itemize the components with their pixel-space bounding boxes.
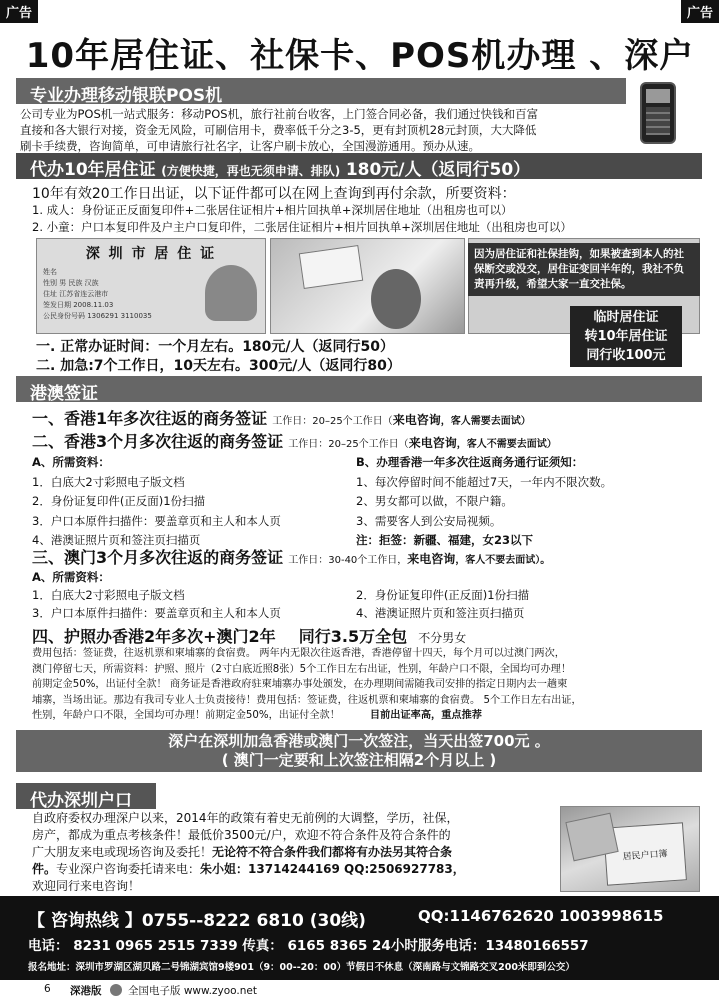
hukou-line: 专业深户咨询委托请来电： xyxy=(56,862,201,876)
page-footer xyxy=(0,982,719,1000)
residence-notice: 因为居住证和社保挂钩，如果被查到本人的社保断交或没交，居住证变回半年的，我社不负责再升级，希望大家一直交社保。 xyxy=(468,243,700,296)
visa-3-note: ，客人不要去面试）。 xyxy=(455,555,551,566)
visa-4-line: 澳门停留七天，所需资料：护照、照片（2寸白底近照8张）5个工作日左右出证，性别，年龄户口不限，全国均可办理！ xyxy=(32,663,572,675)
temp-box-line: 同行收100元 xyxy=(586,348,666,363)
residence-time: 一. 正常办证时间：一个月左右。180元/人（返同行50） xyxy=(36,339,395,355)
ad-tag-right: 广告 xyxy=(681,0,719,23)
pos-text xyxy=(20,106,630,154)
headline: 10年居住证、社保卡、POS机办理 、深户 xyxy=(25,36,695,76)
temp-residence-box xyxy=(570,306,682,367)
visa-4-line: 性别，年龄户口不限，全国均可办理！前期定金50%，出证付全款！ xyxy=(32,710,340,721)
visa-b-item: 1、每次停留时间不能超过7天，一年内不限次数。 xyxy=(356,474,613,489)
hukou-bold: 无论符不符合条件我们都将有办法另其符合条 xyxy=(212,845,453,859)
visa-4 xyxy=(32,624,466,647)
ad-tag-left: 广告 xyxy=(0,0,38,23)
edition-label: 深港版 xyxy=(70,985,102,997)
pos-line: 刷卡手续费，咨询简单，可申请旅行社名字，让客户刷卡放心，全国漫游通用。预办从速。 xyxy=(20,139,480,153)
visa-4-line: 费用包括：签证费，往返机票和柬埔寨的食宿费。 两年内无限次往返香港，香港停留十四天，每个月可以过澳门两次， xyxy=(32,648,565,659)
visa-a-item: 3．户口本原件扫描件：要盖章页和主人和本人页 xyxy=(32,513,281,528)
visa-a2-head: A、所需资料： xyxy=(32,570,110,584)
visa-3-label: 三、澳门3个月多次往返的商务签证 xyxy=(32,548,284,567)
visa-1-days: 工作日：20–25个工作日（ xyxy=(272,416,393,427)
visa-2 xyxy=(32,429,557,452)
visa-b-head: B、办理香港一年多次往返商务通行证须知： xyxy=(356,455,584,469)
pos-line: 直接和各大银行对接，资金无风险，可刷信用卡，费率低千分之3-5，更有封顶机28元封顶，大大降低 xyxy=(20,123,537,137)
visa-4-tail: 目前出证率高，重点推荐 xyxy=(369,710,482,721)
visa-1-label: 一、香港1年多次往返的商务签证 xyxy=(32,409,268,428)
hukou-contact: 朱小姐：13714244169 QQ:2506927783， xyxy=(200,862,465,876)
visa-b-item: 2、男女都可以做，不限户籍。 xyxy=(356,494,513,508)
hkmo-section-title: 港澳签证 xyxy=(16,376,702,402)
visa-4-label: 四、护照办香港2年多次+澳门2年 xyxy=(32,627,276,646)
visa-1-note: ，客人需要去面试） xyxy=(440,416,531,427)
visa-2-note: ，客人不需要去面试） xyxy=(456,439,557,450)
visa-2-days: 工作日：20–25个工作日（ xyxy=(288,439,409,450)
visa-1-call: 来电咨询 xyxy=(392,413,441,427)
card-field: 公民身份号码 1306291 3110035 xyxy=(43,312,152,320)
residence-item: 1. 成人：身份证正反面复印件+二张居住证相片+相片回执单+深圳居住地址（出租房也可以） xyxy=(32,203,513,217)
residence-card-image xyxy=(36,238,266,334)
residence-title: 代办10年居住证 xyxy=(30,160,156,180)
footer-contact xyxy=(0,896,719,980)
logo-icon xyxy=(110,984,122,996)
pos-section-title: 专业办理移动银联POS机 xyxy=(16,78,626,104)
card-field: 签发日期 2008.11.03 xyxy=(43,301,114,309)
visa-3 xyxy=(32,545,550,568)
visa-a2-item: 4、港澳证照片页和签注页扫描页 xyxy=(356,606,525,620)
hukou-line: 广大朋友来电或现场咨询及委托！ xyxy=(32,845,213,859)
residence-price: 180元/人（返同行50） xyxy=(345,160,531,180)
card-field: 姓名 xyxy=(43,268,57,276)
phone-line: 电话： 8231 0965 2515 7339 传真： 6165 8365 24小时服务电话：13480166557 xyxy=(28,938,589,954)
visa-b-item: 3、需要客人到公安局视频。 xyxy=(356,513,502,528)
visa-a-item: 2．身份证复印件(正反面)1份扫描 xyxy=(32,494,206,508)
visa-3-days: 工作日：30-40个工作日， xyxy=(288,555,408,566)
card-field: 性别 男 民族 汉族 xyxy=(43,279,99,287)
hotline xyxy=(28,906,366,931)
visa-4-price: 同行3.5万全包 xyxy=(298,627,408,646)
visa-4-line: 前期定金50%，出证付全款！ 商务证是香港政府驻柬埔寨办事处颁发，在办理期间需随我司安排的指定日期内去一趟柬 xyxy=(32,679,568,690)
hotline-label: 【 咨询热线 】 xyxy=(28,911,142,931)
site-url[interactable]: 全国电子版 www.zyoo.net xyxy=(128,985,257,997)
page-number: 6 xyxy=(44,983,51,995)
address-line: 报名地址：深圳市罗湖区湖贝路二号锦湖宾馆9楼901（9：00--20：00）节假日不休息（深南路与文锦路交叉200米即到公交） xyxy=(28,962,575,973)
urgent-line: ( 澳门一定要和上次签注相隔2个月以上 ) xyxy=(221,751,497,769)
hukou-book-image xyxy=(560,806,700,892)
visa-a-head: A、所需资料： xyxy=(32,455,110,469)
hukou-line: 欢迎同行来电咨询！ xyxy=(32,879,141,893)
temp-box-line: 临时居住证 xyxy=(593,310,659,325)
residence-intro: 10年有效20工作日出证，以下证件都可以在网上查询到再付余款，所要资料： xyxy=(32,186,516,202)
visa-a-item: 4、港澳证照片页和签注页扫描页 xyxy=(32,533,201,547)
hukou-line: 自政府委权办理深户以来，2014年的政策有着史无前例的大调整，学历，社保， xyxy=(32,811,459,825)
card-portrait xyxy=(205,265,257,321)
qq-numbers: QQ:1146762620 1003998615 xyxy=(418,907,664,925)
visa-a2-item: 2．身份证复印件(正反面)1份扫描 xyxy=(356,588,530,602)
hukou-line: 房产，都成为重点考核条件！最低价3500元/户，欢迎不符合条件及符合条件的 xyxy=(32,828,451,842)
urgent-line: 深户在深圳加急香港或澳门一次签注，当天出签700元 。 xyxy=(168,732,550,750)
residence-photo-woman xyxy=(270,238,465,334)
urgent-banner xyxy=(16,730,702,772)
visa-a-list xyxy=(32,453,281,551)
hukou-bold: 件。 xyxy=(32,862,57,876)
hotline-number: 0755--8222 6810 (30线) xyxy=(141,911,366,931)
residence-time: 二. 加急:7个工作日，10天左右。300元/人（返同行80） xyxy=(36,358,401,374)
visa-3-call: 来电咨询 xyxy=(407,552,456,566)
visa-b-item: 注：拒签：新疆、福建，女23以下 xyxy=(356,533,534,547)
hukou-book-title: 居民户口簿 xyxy=(603,822,687,885)
hukou-text xyxy=(32,810,465,895)
temp-box-line: 转10年居住证 xyxy=(584,329,668,344)
hukou-section-title: 代办深圳户口 xyxy=(16,783,156,809)
pos-device-icon xyxy=(640,82,676,144)
visa-4-text xyxy=(32,646,582,724)
visa-4-line: 埔寨，当场出证。那边有我司专业人士负责接待！费用包括：签证费，往返机票和柬埔寨的食宿费。 5个工作日左右出证， xyxy=(32,694,582,706)
visa-2-call: 来电咨询 xyxy=(408,436,457,450)
pos-line: 公司专业为POS机一站式服务：移动POS机，旅行社前台收客，上门签合同必备，我们通过快钱和百富 xyxy=(20,107,539,121)
residence-section-title xyxy=(16,153,702,179)
card-field: 住址 江苏省连云港市 xyxy=(43,290,109,298)
visa-2-label: 二、香港3个月多次往返的商务签证 xyxy=(32,432,284,451)
residence-item: 2. 小童：户口本复印件及户主户口复印件，二张居住证相片+相片回执单+深圳居住地址（出租房也可以） xyxy=(32,220,572,234)
visa-a2-item: 1．白底大2寸彩照电子版文档 xyxy=(32,588,185,602)
visa-a-item: 1．白底大2寸彩照电子版文档 xyxy=(32,474,185,489)
visa-a2-item: 3．户口本原件扫描件：要盖章页和主人和本人页 xyxy=(32,606,281,620)
card-title: 深 圳 市 居 住 证 xyxy=(85,246,217,262)
visa-1 xyxy=(32,406,531,429)
visa-b-list xyxy=(356,453,612,551)
residence-subtitle: (方便快捷，再也无须申请、排队) xyxy=(161,164,341,178)
visa-4-note: 不分男女 xyxy=(418,631,467,645)
